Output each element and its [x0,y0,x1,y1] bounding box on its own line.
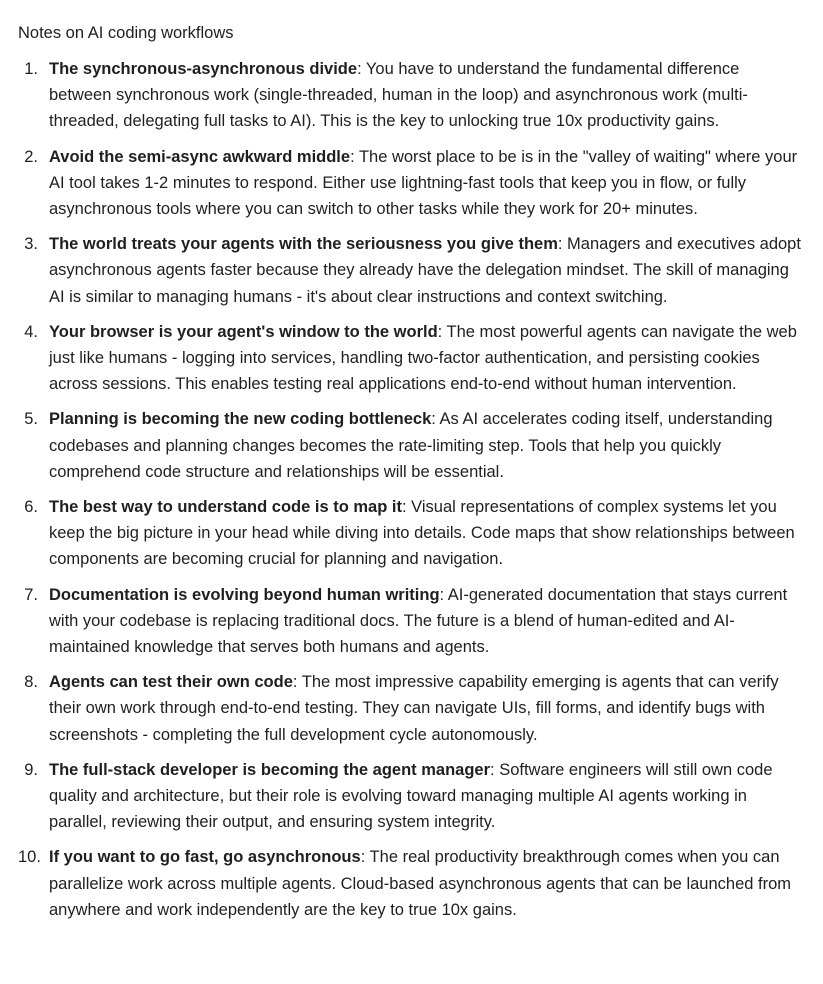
item-heading: Agents can test their own code [49,673,293,692]
notes-list [18,56,805,923]
item-heading: Documentation is evolving beyond human writing [49,585,440,604]
list-item [18,319,805,398]
item-body: : The most powerful agents can navigate the web just like humans - logging into services, handling two-factor authentication, and persisting cookies across sessions. This enables testing real applications end-to-end without human intervention. [49,322,797,394]
document-title: Notes on AI coding workflows [18,24,234,42]
item-heading: The synchronous-asynchronous divide [49,60,358,78]
list-item [18,231,805,310]
list-item [18,144,805,223]
item-number: 2. [24,147,38,166]
item-number: 4. [24,322,38,341]
item-body: : As AI accelerates coding itself, understanding codebases and planning changes becomes the rate-limiting step. Tools that help you quickly comprehend code structure and relationships will be essential. [49,410,773,481]
list-item [18,494,805,573]
list-item [18,56,805,135]
item-number: 1. [24,60,38,78]
item-body: : AI-generated documentation that stays current with your codebase is replacing traditional docs. The future is a blend of human-edited and AI-maintained knowledge that serves both humans and agents. [49,585,788,657]
item-body: : Software engineers will still own code quality and architecture, but their role is evolving toward managing multiple AI agents working in parallel, reviewing their output, and ensuring system integrity. [49,760,773,832]
item-body: : Managers and executives adopt asynchronous agents faster because they already have the delegation mindset. The skill of managing AI is similar to managing humans - it's about clear instructions and context switching. [49,235,801,306]
item-heading: If you want to go fast, go asynchronous [49,848,361,867]
item-number: 3. [24,235,38,254]
list-item [18,757,805,836]
list-item [18,582,805,661]
item-body: : The worst place to be is in the "valley of waiting" where your AI tool takes 1-2 minutes to respond. Either use lightning-fast tools that keep you in flow, or fully asynchronous tools where you can switch to other tasks while they work for 20+ minutes. [49,147,798,219]
item-body: : The real productivity breakthrough comes when you can parallelize work across multiple agents. Cloud-based asynchronous agents that can be launched from anywhere and work independently are the key to true 10x gains. [49,848,792,919]
item-heading: The best way to understand code is to map it [49,498,402,517]
item-heading: Avoid the semi-async awkward middle [49,147,351,166]
item-number: 7. [24,585,38,604]
item-heading: The world treats your agents with the seriousness you give them [49,235,558,254]
item-heading: The full-stack developer is becoming the agent manager [49,760,491,779]
item-body: : Visual representations of complex systems let you keep the big picture in your head while diving into details. Code maps that show relationships between components are becoming crucial for planning and navigation. [49,498,795,569]
item-number: 9. [24,760,38,779]
item-body: : The most impressive capability emerging is agents that can verify their own work through end-to-end testing. They can navigate UIs, fill forms, and identify bugs with screenshots - completing the full development cycle autonomously. [49,673,779,744]
list-item [18,669,805,748]
item-number: 5. [24,410,38,429]
item-body: : You have to understand the fundamental difference between synchronous work (single-threaded, human in the loop) and asynchronous work (multi-threaded, delegating full tasks to AI). This is the key to unlocking true 10x productivity gains. [49,60,748,131]
item-number: 10. [18,848,41,867]
item-heading: Planning is becoming the new coding bottleneck [49,410,432,429]
item-heading: Your browser is your agent's window to the world [49,322,438,341]
item-number: 8. [24,673,38,692]
item-number: 6. [24,498,38,517]
list-item [18,406,805,485]
list-item [18,844,805,923]
